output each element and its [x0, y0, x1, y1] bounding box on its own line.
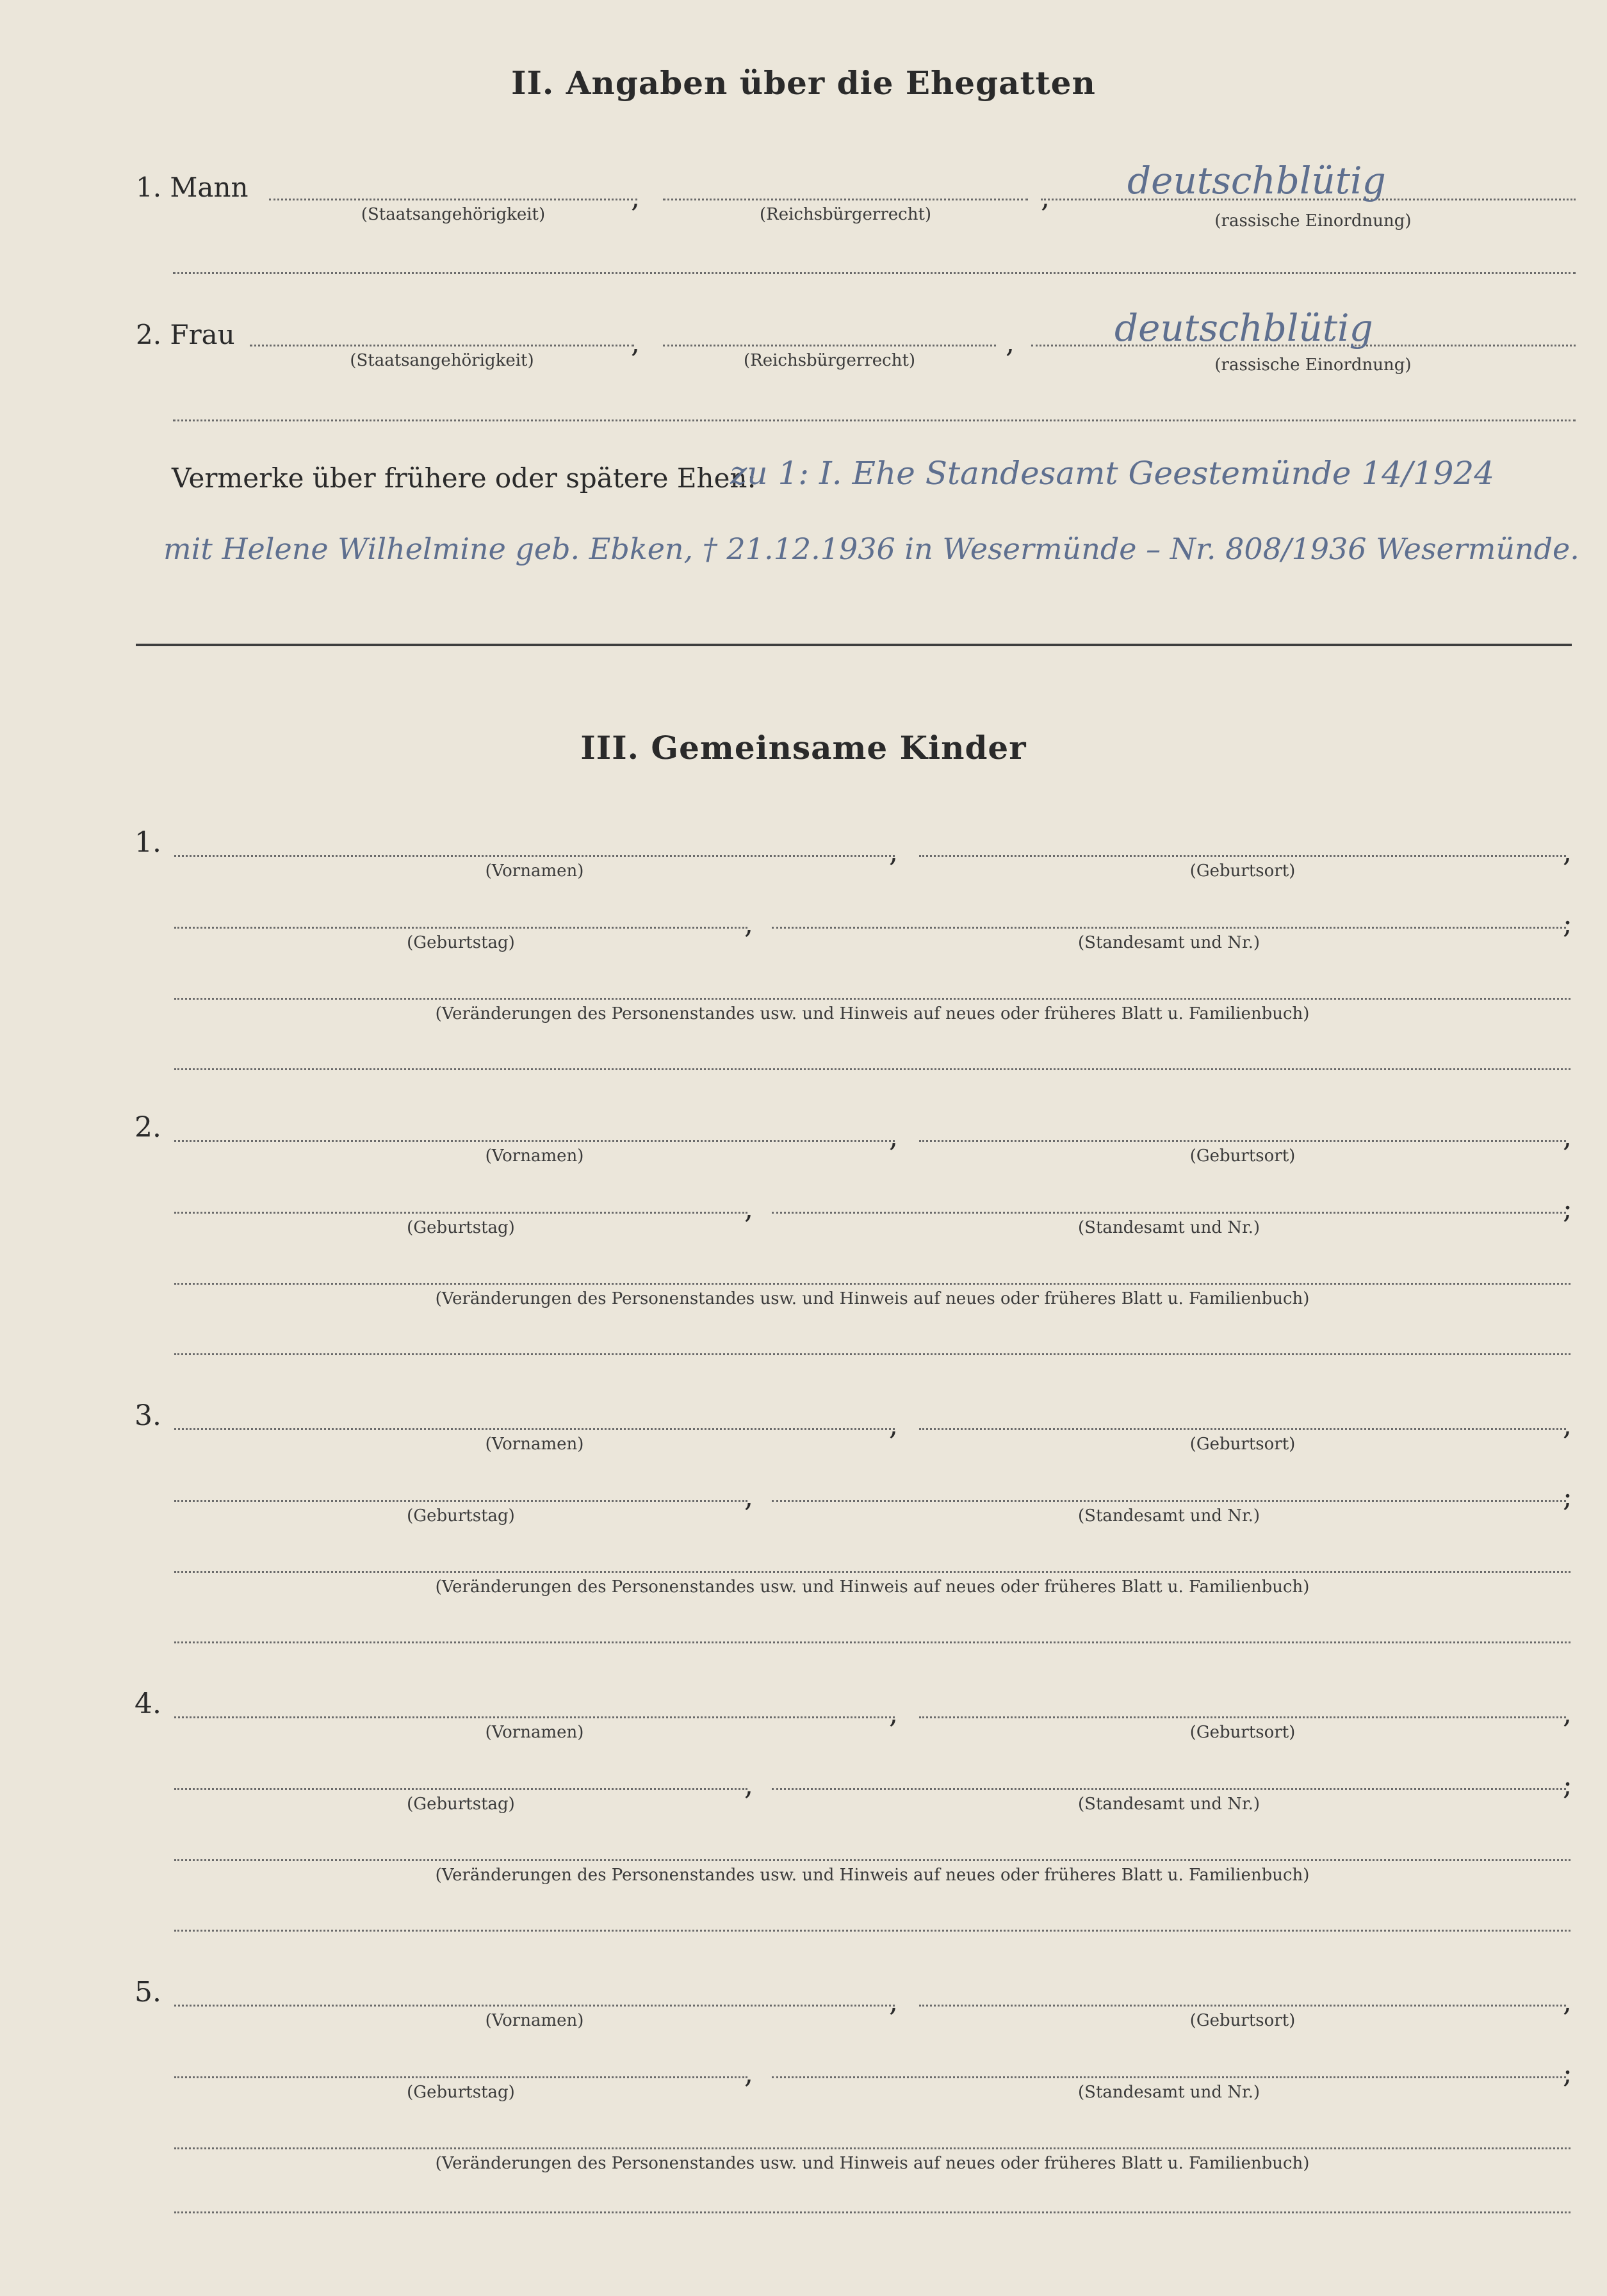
- changes-line: [174, 2147, 1570, 2149]
- comma: ,: [631, 181, 640, 214]
- section-divider: [136, 644, 1572, 646]
- geburtstag-line: [174, 2076, 747, 2078]
- semicolon: ;: [1563, 2057, 1572, 2090]
- changes-caption: (Veränderungen des Personenstandes usw. und Hinweis auf neues oder früheres Blatt u. Familienbuch): [435, 1577, 1310, 1597]
- geburtstag-caption: (Geburtstag): [407, 933, 515, 952]
- vermerke-label: Vermerke über frühere oder spätere Ehen:: [172, 462, 756, 494]
- standesamt-line: [772, 927, 1566, 929]
- comma: ,: [889, 1121, 898, 1153]
- comma: ,: [1563, 1697, 1572, 1730]
- geburtstag-line: [174, 927, 747, 929]
- standesamt-line: [772, 1500, 1566, 1502]
- frau-staat-line: [250, 345, 634, 346]
- section-2-heading: II. Angaben über die Ehegatten: [511, 64, 1096, 102]
- geburtsort-caption: (Geburtsort): [1189, 861, 1296, 881]
- comma: ,: [744, 908, 753, 940]
- extra-line: [174, 1641, 1570, 1643]
- comma: ,: [744, 2057, 753, 2090]
- frau-rass-value: deutschblütig: [1114, 306, 1373, 350]
- extra-line: [174, 1930, 1570, 1932]
- standesamt-caption: (Standesamt und Nr.): [1077, 1218, 1260, 1237]
- child-block-4: [0, 1688, 1607, 1957]
- child-block-2: [0, 1111, 1607, 1380]
- geburtsort-line: [919, 1428, 1566, 1430]
- mann-staat-line: [269, 199, 637, 200]
- standesamt-caption: (Standesamt und Nr.): [1077, 1506, 1260, 1526]
- standesamt-caption: (Standesamt und Nr.): [1077, 933, 1260, 952]
- mann-rass-value: deutschblütig: [1127, 159, 1386, 202]
- child-number: 2.: [135, 1111, 161, 1144]
- frau-extra-line: [173, 419, 1576, 421]
- standesamt-line: [772, 1212, 1566, 1214]
- frau-rass-caption: (rassische Einordnung): [1214, 355, 1412, 375]
- comma: ,: [1041, 181, 1050, 214]
- comma: ,: [1563, 1985, 1572, 2018]
- section-3-heading: III. Gemeinsame Kinder: [580, 729, 1027, 767]
- geburtstag-caption: (Geburtstag): [407, 2083, 515, 2102]
- changes-line: [174, 1859, 1570, 1861]
- extra-line: [174, 1068, 1570, 1070]
- geburtsort-caption: (Geburtsort): [1189, 2011, 1296, 2030]
- changes-caption: (Veränderungen des Personenstandes usw. und Hinweis auf neues oder früheres Blatt u. Familienbuch): [435, 1004, 1310, 1023]
- mann-extra-line: [173, 272, 1576, 274]
- comma: ,: [889, 1985, 898, 2018]
- comma: ,: [631, 327, 640, 359]
- vornamen-caption: (Vornamen): [485, 861, 584, 881]
- vornamen-line: [174, 855, 895, 857]
- semicolon: ;: [1563, 1481, 1572, 1513]
- mann-label: 1. Mann: [136, 172, 249, 203]
- geburtsort-line: [919, 2005, 1566, 2007]
- frau-staat-caption: (Staatsangehörigkeit): [350, 351, 534, 370]
- changes-caption: (Veränderungen des Personenstandes usw. und Hinweis auf neues oder früheres Blatt u. Familienbuch): [435, 2154, 1310, 2173]
- child-block-3: [0, 1399, 1607, 1668]
- comma: ,: [889, 836, 898, 868]
- vermerke-line-2: mit Helene Wilhelmine geb. Ebken, † 21.12.1936 in Wesermünde – Nr. 808/1936 Wesermünde.: [163, 532, 1579, 566]
- geburtstag-caption: (Geburtstag): [407, 1506, 515, 1526]
- vornamen-line: [174, 1428, 895, 1430]
- vornamen-line: [174, 1140, 895, 1142]
- child-number: 3.: [135, 1399, 161, 1432]
- standesamt-caption: (Standesamt und Nr.): [1077, 2083, 1260, 2102]
- frau-label: 2. Frau: [136, 319, 235, 350]
- vornamen-caption: (Vornamen): [485, 1723, 584, 1742]
- frau-reich-caption: (Reichsbürgerrecht): [743, 351, 916, 370]
- changes-line: [174, 1283, 1570, 1285]
- geburtstag-caption: (Geburtstag): [407, 1795, 515, 1814]
- changes-caption: (Veränderungen des Personenstandes usw. und Hinweis auf neues oder früheres Blatt u. Familienbuch): [435, 1289, 1310, 1308]
- vornamen-caption: (Vornamen): [485, 1435, 584, 1454]
- geburtsort-line: [919, 1716, 1566, 1718]
- changes-caption: (Veränderungen des Personenstandes usw. und Hinweis auf neues oder früheres Blatt u. Familienbuch): [435, 1866, 1310, 1885]
- geburtstag-line: [174, 1212, 747, 1214]
- child-number: 5.: [135, 1976, 161, 2008]
- extra-line: [174, 2211, 1570, 2213]
- vornamen-line: [174, 1716, 895, 1718]
- standesamt-line: [772, 2076, 1566, 2078]
- child-number: 4.: [135, 1688, 161, 1720]
- child-block-1: [0, 826, 1607, 1095]
- changes-line: [174, 1571, 1570, 1573]
- comma: ,: [1563, 836, 1572, 868]
- semicolon: ;: [1563, 1769, 1572, 1802]
- comma: ,: [889, 1409, 898, 1442]
- frau-reich-line: [663, 345, 996, 346]
- vornamen-line: [174, 2005, 895, 2007]
- geburtstag-line: [174, 1500, 747, 1502]
- semicolon: ;: [1563, 908, 1572, 940]
- extra-line: [174, 1353, 1570, 1355]
- geburtsort-caption: (Geburtsort): [1189, 1435, 1296, 1454]
- geburtsort-caption: (Geburtsort): [1189, 1146, 1296, 1166]
- vornamen-caption: (Vornamen): [485, 1146, 584, 1166]
- comma: ,: [744, 1769, 753, 1802]
- mann-rass-caption: (rassische Einordnung): [1214, 211, 1412, 231]
- comma: ,: [744, 1193, 753, 1225]
- child-block-5: [0, 1976, 1607, 2245]
- mann-staat-caption: (Staatsangehörigkeit): [361, 205, 546, 224]
- changes-line: [174, 998, 1570, 1000]
- comma: ,: [1563, 1121, 1572, 1153]
- geburtstag-caption: (Geburtstag): [407, 1218, 515, 1237]
- geburtsort-line: [919, 855, 1566, 857]
- vornamen-caption: (Vornamen): [485, 2011, 584, 2030]
- semicolon: ;: [1563, 1193, 1572, 1225]
- standesamt-line: [772, 1788, 1566, 1790]
- comma: ,: [744, 1481, 753, 1513]
- mann-reich-line: [663, 199, 1028, 200]
- comma: ,: [889, 1697, 898, 1730]
- child-number: 1.: [135, 826, 161, 859]
- vermerke-line-1: zu 1: I. Ehe Standesamt Geestemünde 14/1924: [730, 455, 1495, 492]
- geburtsort-line: [919, 1140, 1566, 1142]
- geburtstag-line: [174, 1788, 747, 1790]
- comma: ,: [1563, 1409, 1572, 1442]
- comma: ,: [1006, 327, 1015, 359]
- mann-reich-caption: (Reichsbürgerrecht): [759, 205, 932, 224]
- geburtsort-caption: (Geburtsort): [1189, 1723, 1296, 1742]
- standesamt-caption: (Standesamt und Nr.): [1077, 1795, 1260, 1814]
